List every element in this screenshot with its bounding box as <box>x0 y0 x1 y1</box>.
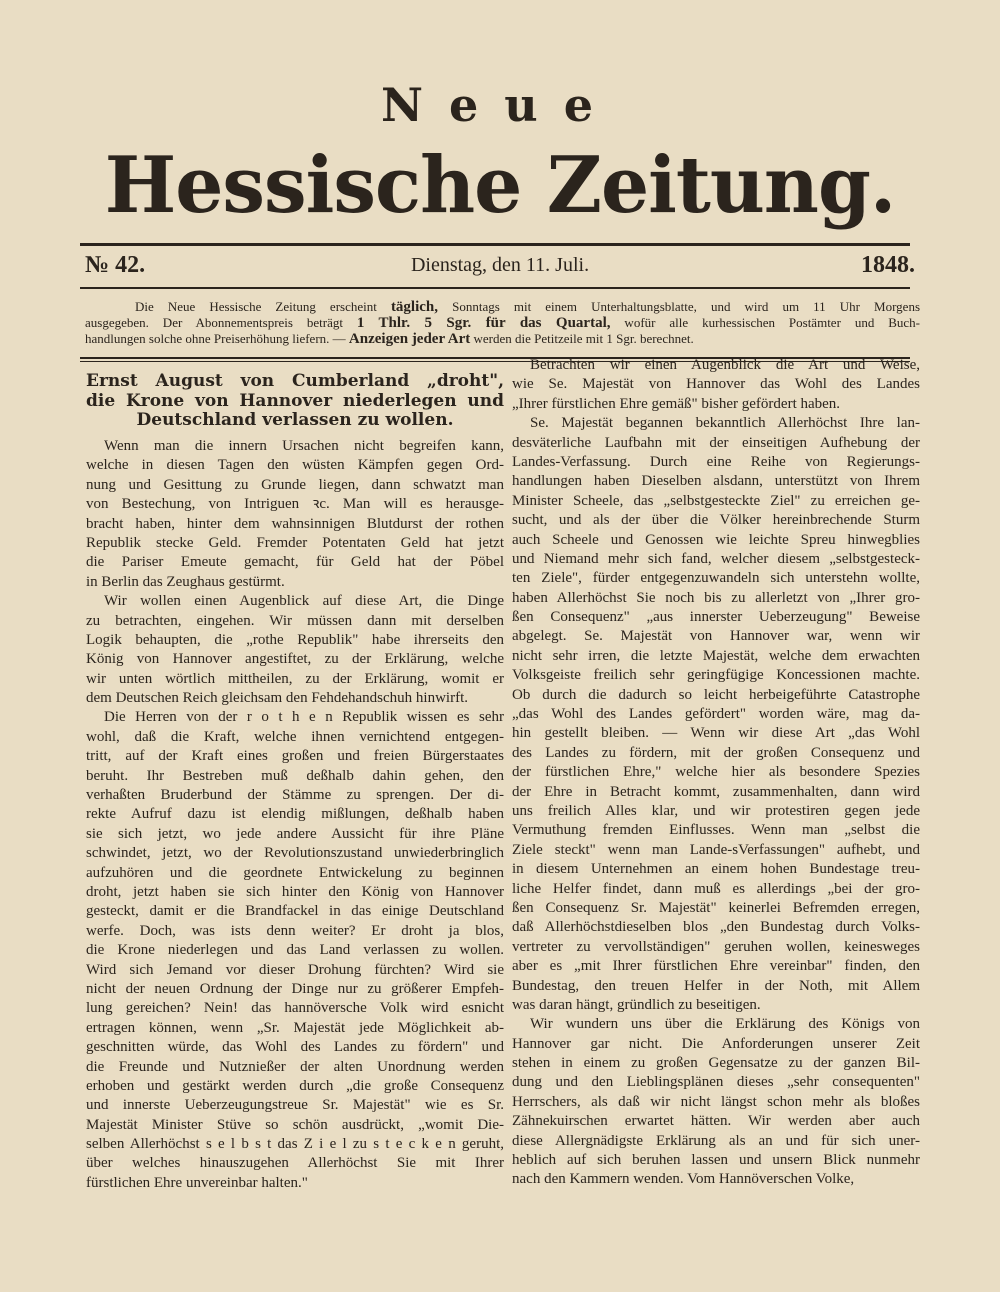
text-line: diese Allergnädigste Erklärung als an und für sich uner- <box>512 1132 920 1149</box>
headline-line: die Krone von Hannover niederlegen und <box>86 390 504 411</box>
text-line: sucht, und als der über die Völker hereinbrechende Sturm <box>512 512 920 529</box>
text-line: in Berlin das Zeughaus gestürmt. <box>86 573 285 590</box>
notice-text: werden die Petitzeile mit 1 Sgr. berechnet. <box>470 331 694 346</box>
article-column-left <box>86 437 504 1193</box>
notice-line <box>85 299 920 315</box>
text-line: wohl, daß die Kraft, welche ihnen vernichtend entgegen- <box>86 728 504 745</box>
text-line: Hannover gar nicht. Die Anforderungen unserer Zeit <box>512 1035 920 1052</box>
notice-text: handlungen solche ohne Preiserhöhung liefern. — <box>85 331 349 346</box>
text-line: über welches hinauszugehen Allerhöchst Sie mit Ihrer <box>86 1155 504 1172</box>
text-line: ten Ziele", fürder entgegenzuwandeln sich unterstehn wollte, <box>512 570 920 587</box>
text-line: ßen Consequenz" „aus innerster Ueberzeugung" Beweise <box>512 609 920 626</box>
text-line: der Ehre in Betracht kommt, zusammenhalten, dann wird <box>512 783 920 800</box>
article-headline <box>86 372 504 431</box>
text-line: nicht sehr irren, die letzte Majestät, welche dem erwachten <box>512 647 920 664</box>
text-line: Majestät Minister Stüve so schön ausdrückt, „womit Die- <box>86 1116 504 1133</box>
text-line: ßen Consequenz Sr. Majestät" keinerlei Befremden erregen, <box>512 899 920 916</box>
text-line: verhaßten Bruderbund der Stämme zu sprengen. Der di- <box>86 787 504 804</box>
text-line: liche Helfer findet, dann muß es allerdings „bei der gro- <box>512 880 920 897</box>
text-line: dem Deutschen Reich gleichsam den Fehdehandschuh hinwirft. <box>86 690 468 707</box>
text-line: abgelegt. Se. Majestät von Hannover war, wenn wir <box>512 628 920 645</box>
text-line: Die Herren von der r o t h e n Republik wissen es sehr <box>104 709 504 726</box>
text-line: König von Hannover angestiftet, zu der Erklärung, welche <box>86 651 504 668</box>
text-line: Wird sich Jemand vor dieser Drohung fürchten? Wird sie <box>86 961 504 978</box>
text-line: Betrachten wir einen Augenblick die Art und Weise, <box>530 357 920 373</box>
text-line: tritt, auf der Kraft eines großen und freien Bürgerstaates <box>86 748 504 765</box>
text-line: die Freunde und Nutznießer der alten Unordnung werden <box>86 1058 504 1075</box>
text-line: ertragen können, wenn „Sr. Majestät jede Möglichkeit ab- <box>86 1019 504 1036</box>
subscription-notice <box>85 299 920 347</box>
text-line: daß Allerhöchstdieselben blos „den Bundestag durch Volks- <box>512 919 920 936</box>
text-line: nicht der neuen Ordnung der Dinge nur zu größerer Empfeh- <box>86 980 504 997</box>
text-line: zu betrachten, eingehen. Wir müssen dann mit derselben <box>86 612 504 629</box>
text-line: Logik behaupten, die „rothe Republik" habe ihrerseits den <box>86 631 504 648</box>
text-line: werfe. Doch, was ists denn weiter? Er droht ja blos, <box>86 922 504 939</box>
masthead-title-small: Neue <box>380 78 620 132</box>
text-line: erhoben und gestärkt werden durch „die große Consequenz <box>86 1077 504 1094</box>
text-line: wir unten wörtlich mittheilen, zu der Erklärung, womit er <box>86 670 504 687</box>
text-line: droht, jetzt haben sie sich hinter den König von Hannover <box>86 883 504 900</box>
text-line: des Landes zu fördern, mit der großen Consequenz und <box>512 744 920 761</box>
text-line: und innerste Ueberzeugungstreue Sr. Majestät" wie es Sr. <box>86 1097 504 1114</box>
text-line: Minister Scheele, das „selbstgesteckte Ziel" zu erreichen ge- <box>512 492 920 509</box>
text-line: desväterliche Laufbahn mit der einseitigen Aufhebung der <box>512 434 920 451</box>
text-line: von Bestechung, von Intriguen ꝛc. Man will es herausge- <box>86 496 504 513</box>
paragraph <box>86 708 504 1193</box>
notice-emphasis: täglich, <box>390 299 439 315</box>
notice-text: wofür alle kurhessischen Postämter und Buch- <box>610 315 920 330</box>
dateline-rule <box>80 287 910 289</box>
text-line: dung und den Lieblingsplänen dieses „sehr consequenten" <box>512 1074 920 1091</box>
text-line: aber es „mit Ihrer fürstlichen Ehre vereinbar" finden, den <box>512 958 920 975</box>
text-line: nung und Gesittung zu Grunde liegen, dann schwatzt man <box>86 476 504 493</box>
paragraph <box>512 414 920 1015</box>
issue-date: Dienstag, den 11. Juli. <box>410 254 590 276</box>
text-line: lung gereichen? Nein! das hannöversche Volk wird esnicht <box>86 1000 504 1017</box>
article-column-right <box>512 356 920 1190</box>
paragraph <box>86 437 504 592</box>
text-line: rekte Aufruf dazu ist elendig mißlungen, deßhalb haben <box>86 806 504 823</box>
text-line: handlungen haben Dieselben alsdann, unterstützt von Ihrem <box>512 473 920 490</box>
text-line: Ob durch die dadurch so leicht herbeigeführte Catastrophe <box>512 686 920 703</box>
text-line: sie sich jetzt, wo jede andere Aussicht für ihre Pläne <box>86 825 504 842</box>
text-line: uns freilich Alles klar, und wir protestiren gegen jede <box>512 802 920 819</box>
text-line: haben Allerhöchst Sie noch bis zu allerletzt von „Ihrer gro- <box>512 589 920 606</box>
text-line: bracht haben, hinter dem wahnsinnigen Blutdurst der rothen <box>86 515 504 532</box>
text-line: welche in diesen Tagen den wüsten Kämpfen gegen Ord- <box>86 457 504 474</box>
text-line: stehen in einem zu großen Gegensatze zu der ganzen Bil- <box>512 1055 920 1072</box>
masthead-rule <box>80 243 910 246</box>
text-line: Se. Majestät begannen bekanntlich Allerhöchst Ihre lan- <box>530 415 920 432</box>
text-line: Ziele steckt" wenn man Lande-sVerfassungen" aufhebt, und <box>512 841 920 858</box>
text-line: gesteckt, damit er die Brandfackel in das einige Deutschland <box>86 903 504 920</box>
text-line: wie Se. Majestät von Hannover das Wohl des Landes <box>512 376 920 393</box>
masthead-title: Hessische Zeitung. <box>104 140 896 231</box>
issue-year: 1848. <box>861 252 915 278</box>
text-line: aufzuhören und die geordnete Entwickelung zu beginnen <box>86 864 504 881</box>
notice-emphasis: Anzeigen jeder Art <box>348 331 471 347</box>
notice-emphasis: 1 Thlr. 5 Sgr. für das Quartal, <box>356 315 611 331</box>
text-line: Bundestag, den treuen Helfer in der Noth, mit Allem <box>512 977 920 994</box>
notice-text: ausgegeben. Der Abonnementspreis beträgt <box>85 315 357 330</box>
text-line: „das Wohl des Landes gefördert" worden wäre, mag da- <box>512 706 920 723</box>
text-line: „Ihrer fürstlichen Ehre gemäß" bisher gefördert haben. <box>512 395 841 412</box>
text-line: geschnitten würde, das Wohl des Landes zu fördern" und <box>86 1039 504 1056</box>
text-line: heblich auf sich beruhen lassen und unsern Blick nunmehr <box>512 1152 920 1169</box>
text-line: die Krone niederlegen und das Land verlassen zu wollen. <box>86 942 504 959</box>
text-line: auch Scheele und Genossen wie leichte Spreu hinwegblies <box>512 531 920 548</box>
text-line: Republik stecke Geld. Fremder Potentaten Geld hat jetzt <box>86 534 504 551</box>
headline-line: Deutschland verlassen zu wollen. <box>136 410 454 430</box>
text-line: Landes-Verfassung. Durch eine Reihe von Regierungs- <box>512 453 920 470</box>
headline-line: Ernst August von Cumberland „droht", <box>86 371 504 391</box>
text-line: vertreter zu vervollständigen" geruhen wollen, keinesweges <box>512 938 920 955</box>
paragraph <box>512 1015 920 1190</box>
issue-number: № 42. <box>85 252 146 278</box>
text-line: beruht. Ihr Bestreben muß deßhalb dahin gehen, den <box>86 767 504 784</box>
text-line: Wir wollen einen Augenblick auf diese Art, die Dinge <box>104 593 504 610</box>
text-line: schwindet, jetzt, wo der Revolutionszustand unwiederbringlich <box>86 845 504 862</box>
paragraph <box>86 592 504 708</box>
text-line: Herrschers, als daß wir nicht längst schon mehr als bloßes <box>512 1093 920 1110</box>
notice-line <box>85 315 920 331</box>
text-line: was daran hängt, gründlich zu beseitigen. <box>512 996 761 1013</box>
notice-line <box>85 331 920 347</box>
text-line: die Pariser Emeute gemacht, für Geld hat der Pöbel <box>86 554 504 571</box>
text-line: Wir wundern uns über die Erklärung des Königs von <box>530 1016 920 1033</box>
text-line: hin gestellt bleiben. — Wenn wir diese Art „das Wohl <box>512 725 920 742</box>
text-line: fürstlichen Ehre unvereinbar halten." <box>86 1174 308 1191</box>
text-line: der fürstlichen Ehre," welche hier als besondere Spezies <box>512 764 920 781</box>
text-line: Vermuthung fremden Einflusses. Wenn man „selbst die <box>512 822 920 839</box>
text-line: Wenn man die innern Ursachen nicht begreifen kann, <box>104 438 504 454</box>
notice-text: Sonntags mit einem Unterhaltungsblatte, und wird um 11 Uhr Morgens <box>438 299 920 314</box>
dateline <box>85 252 915 282</box>
text-line: und Niemand mehr sich fand, welcher diesem „selbstgesteck- <box>512 550 920 567</box>
text-line: selben Allerhöchst s e l b s t das Z i e l zu s t e c k e n geruht, <box>86 1136 504 1153</box>
notice-text: Die Neue Hessische Zeitung erscheint <box>135 299 391 314</box>
text-line: Volksgeiste freilich sehr geringfügige Koncessionen machte. <box>512 667 920 684</box>
text-line: nach den Kammern wenden. Vom Hannöverschen Volke, <box>512 1171 855 1188</box>
text-line: Zähnekuirschen erwartet hätten. Wir werden aber auch <box>512 1113 920 1130</box>
paragraph <box>512 356 920 414</box>
text-line: in diesem Unternehmen an einem hohen Bundestage treu- <box>512 861 920 878</box>
